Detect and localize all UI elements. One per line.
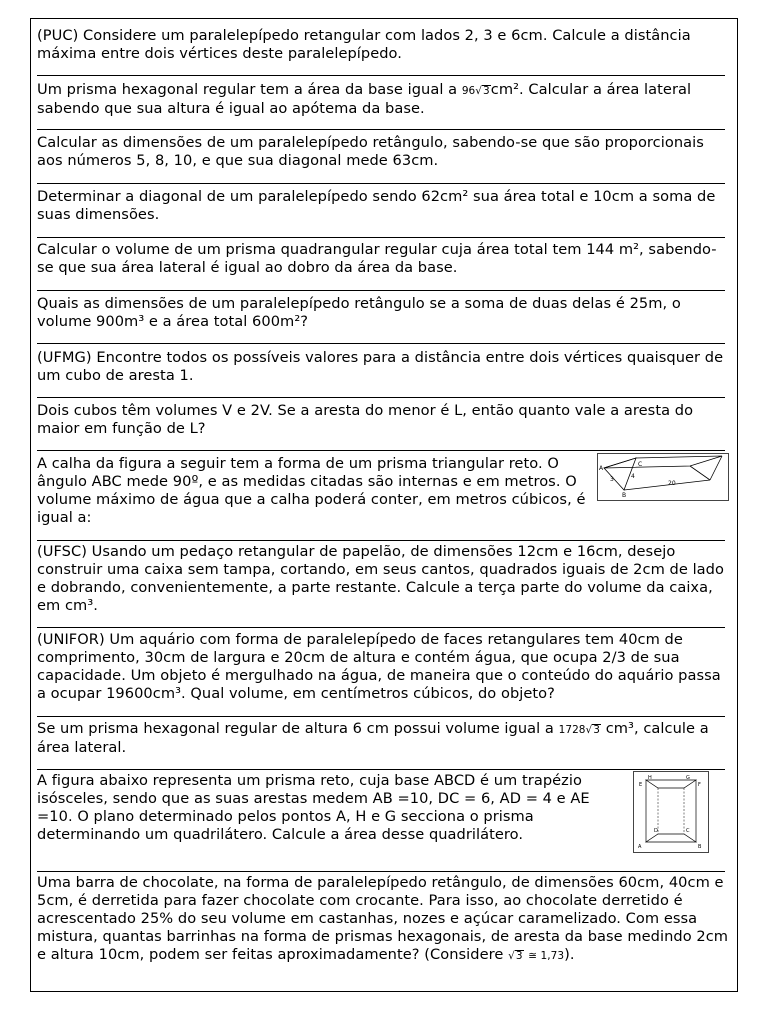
label-D: D bbox=[654, 828, 658, 834]
separator-line bbox=[37, 290, 725, 291]
question-9: A calha da figura a seguir tem a forma de um prisma triangular reto. O ângulo ABC mede 90º, e as medidas citadas são internas e em metros. O volume máximo de água que a calha poderá conter, em metros cúbicos, é igual a: bbox=[37, 455, 586, 526]
trapezoid-prism-diagram bbox=[634, 772, 708, 852]
question-5: Calcular o volume de um prisma quadrangular regular cuja área total tem 144 m², sabendo-se que sua área lateral é igual ao dobro da área da base. bbox=[37, 241, 717, 276]
label-E: E bbox=[639, 782, 643, 788]
label-20: 20 bbox=[668, 480, 676, 487]
question-11: (UNIFOR) Um aquário com forma de paralelepípedo de faces retangulares tem 40cm de comprimento, 30cm de largura e 20cm de altura e contém água, que ocupa 2/3 de sua capacidade. Um objeto é mergulhado na água, de maneira que o conteúdo do aquário passa a ocupar 19600cm³. Qual volume, em centímetros cúbicos, do objeto? bbox=[37, 631, 721, 702]
label-C: C bbox=[638, 461, 643, 468]
question-13: A figura abaixo representa um prisma reto, cuja base ABCD é um trapézio isósceles, sendo que as suas arestas medem AB =10, DC = 6, AD = 4 e AE =10. O plano determinado pelos pontos A, H e G secciona o prisma determinando um quadrilátero. Calcule a área desse quadrilátero. bbox=[37, 772, 590, 843]
label-4: 4 bbox=[631, 473, 635, 480]
label-B: B bbox=[622, 492, 627, 499]
label-A: A bbox=[599, 465, 604, 472]
question-8: Dois cubos têm volumes V e 2V. Se a aresta do menor é L, então quanto vale a aresta do maior em função de L? bbox=[37, 402, 694, 437]
separator-line bbox=[37, 871, 725, 872]
prism-figure bbox=[633, 771, 709, 853]
question-3: Calcular as dimensões de um paralelepípedo retângulo, sabendo-se que são proporcionais aos números 5, 8, 10, e que sua diagonal mede 63cm. bbox=[37, 134, 704, 169]
label-3: 3 bbox=[610, 476, 614, 483]
label-B: B bbox=[698, 844, 702, 850]
question-7: (UFMG) Encontre todos os possíveis valores para a distância entre dois vértices quaisquer de um cubo de aresta 1. bbox=[37, 349, 724, 384]
gutter-figure bbox=[597, 453, 729, 501]
separator-line bbox=[37, 540, 725, 541]
gutter-prism-diagram bbox=[598, 454, 728, 500]
separator-line bbox=[37, 237, 725, 238]
separator-line bbox=[37, 183, 725, 184]
question-2: Um prisma hexagonal regular tem a área da base igual a 96√3cm². Calcular a área lateral sabendo que sua altura é igual ao apótema da base. bbox=[37, 81, 692, 117]
separator-line bbox=[37, 129, 725, 130]
separator-line bbox=[37, 343, 725, 344]
label-G: G bbox=[686, 775, 690, 781]
label-F: F bbox=[698, 782, 701, 788]
question-4: Determinar a diagonal de um paralelepípedo sendo 62cm² sua área total e 10cm a soma de suas dimensões. bbox=[37, 188, 716, 223]
separator-line bbox=[37, 450, 725, 451]
separator-line bbox=[37, 397, 725, 398]
worksheet-page bbox=[30, 18, 738, 992]
question-1: (PUC) Considere um paralelepípedo retangular com lados 2, 3 e 6cm. Calcule a distância máxima entre dois vértices deste paralelepípedo. bbox=[37, 27, 691, 62]
label-H: H bbox=[648, 775, 652, 781]
separator-line bbox=[37, 627, 725, 628]
label-C: C bbox=[686, 828, 690, 834]
label-A: A bbox=[638, 844, 642, 850]
question-14: Uma barra de chocolate, na forma de paralelepípedo retângulo, de dimensões 60cm, 40cm e 5cm, é derretida para fazer chocolate com crocante. Para isso, ao chocolate derretido é acrescentado 25% do seu volume em castanhas, nozes e açúcar caramelizado. Com essa mistura, quantas barrinhas na forma de prismas hexagonais, de aresta da base medindo 2cm e altura 10cm, podem ser feitas aproximadamente? (Considere √3 ≅ 1,73). bbox=[37, 874, 729, 963]
separator-line bbox=[37, 769, 725, 770]
question-6: Quais as dimensões de um paralelepípedo retângulo se a soma de duas delas é 25m, o volume 900m³ e a área total 600m²? bbox=[37, 295, 681, 330]
question-12: Se um prisma hexagonal regular de altura 6 cm possui volume igual a 1728√3 cm³, calcule a área lateral. bbox=[37, 720, 709, 756]
separator-line bbox=[37, 716, 725, 717]
separator-line bbox=[37, 75, 725, 76]
question-10: (UFSC) Usando um pedaço retangular de papelão, de dimensões 12cm e 16cm, desejo construir uma caixa sem tampa, cortando, em seus cantos, quadrados iguais de 2cm de lado e dobrando, convenientemente, a parte restante. Calcule a terça parte do volume da caixa, em cm³. bbox=[37, 543, 724, 614]
